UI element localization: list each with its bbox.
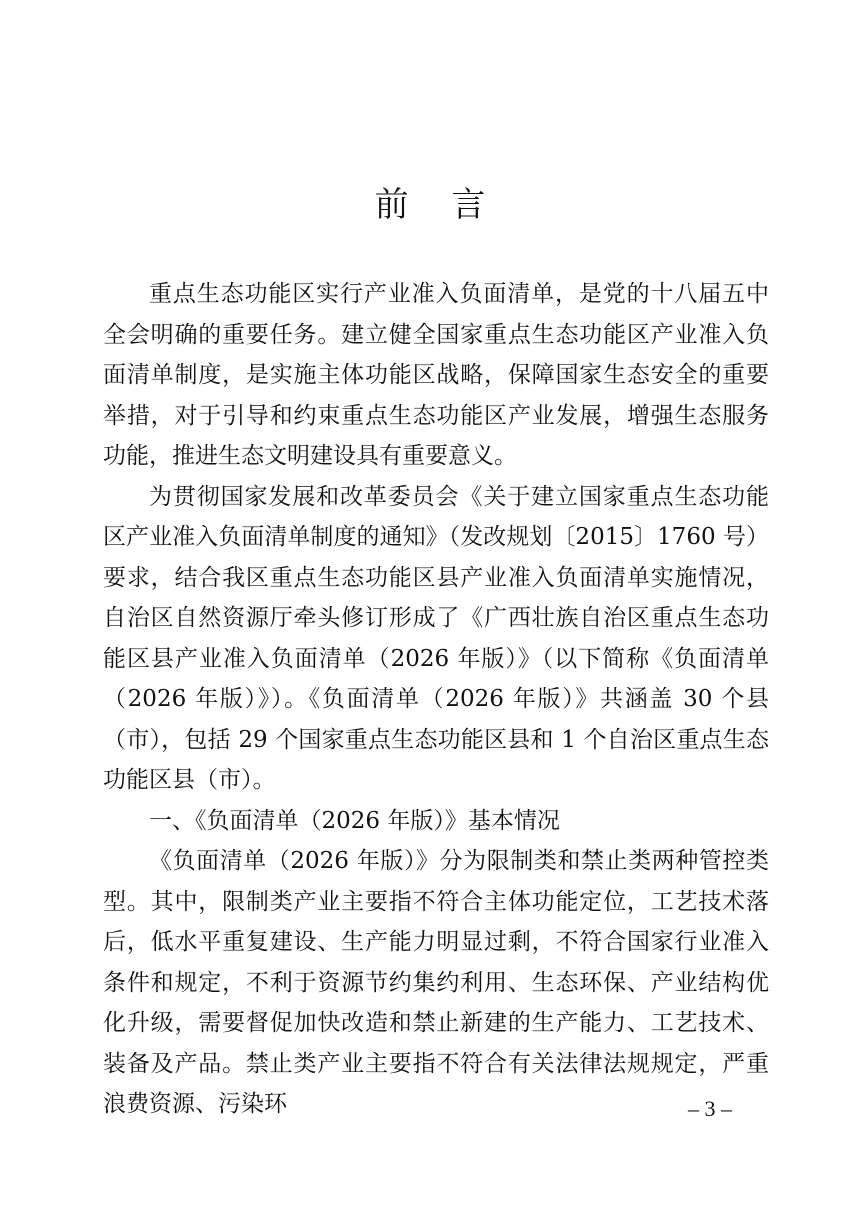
section-heading: 一、《负面清单（2026 年版）》基本情况 [149, 807, 560, 834]
body-text [103, 274, 769, 1125]
page-title: 前 言 [374, 185, 502, 225]
paragraph-basic-info: 《负面清单（2026 年版）》分为限制类和禁止类两种管控类型。其中，限制类产业主要指不符合主体功能定位，工艺技术落后，低水平重复建设、生产能力明显过剩，不符合国家行业准入条件和规定，不利于资源节约集约利用、生态环保、产业结构优化升级，需要督促加快改造和禁止新建的生产能力、工艺技术、装备及产品。禁止类产业主要指不符合有关法律法规规定，严重浪费资源、污染环 [103, 848, 769, 1117]
page-number: – 3 – [688, 1096, 732, 1121]
paragraph-background: 为贯彻国家发展和改革委员会《关于建立国家重点生态功能区产业准入负面清单制度的通知》（发改规划〔2015〕1760 号）要求，结合我区重点生态功能区县产业准入负面清单实施情况，自治区自然资源厅牵头修订形成了《广西壮族自治区重点生态功能区县产业准入负面清单（2026 年版）》（以下简称《负面清单（2026 年版）》）。《负面清单（2026 年版）》共涵盖 30 个县（市），包括 29 个国家重点生态功能区县和 1 个自治区重点生态功能区县（市）。 [103, 483, 769, 793]
paragraph-intro: 重点生态功能区实行产业准入负面清单，是党的十八届五中全会明确的重要任务。建立健全国家重点生态功能区产业准入负面清单制度，是实施主体功能区战略，保障国家生态安全的重要举措，对于引导和约束重点生态功能区产业发展，增强生态服务功能，推进生态文明建设具有重要意义。 [103, 281, 769, 469]
